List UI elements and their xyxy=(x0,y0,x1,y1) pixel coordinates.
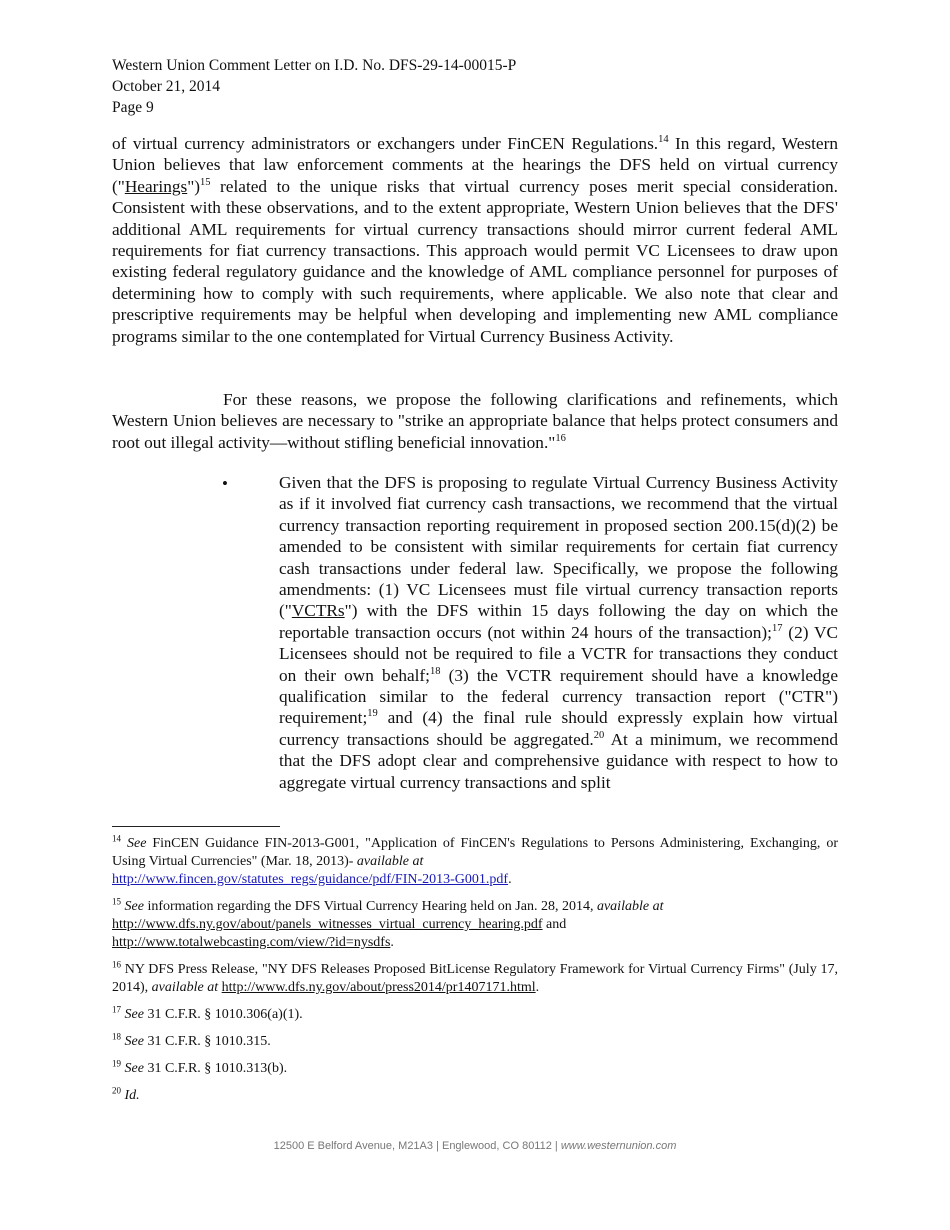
footnote-20 xyxy=(112,1087,838,1105)
available-at: available at xyxy=(596,899,664,914)
footnote-number: 17 xyxy=(112,1004,121,1015)
dfs-hearing-link[interactable]: http://www.dfs.ny.gov/about/panels_witnesses_virtual_currency_hearing.pdf xyxy=(112,917,543,932)
footnote-text: and xyxy=(542,917,567,932)
bullet-text xyxy=(279,472,838,793)
footnote-text: 31 C.F.R. § 1010.306(a)(1). xyxy=(143,1007,303,1022)
signal-see: See xyxy=(124,1007,144,1022)
bullet-icon: • xyxy=(222,474,228,493)
para1-text: In this regard, Western Union believes that law enforcement comments at the hearings the DFS held on virtual currency (" xyxy=(112,134,838,196)
footnote-ref-15[interactable]: 15 xyxy=(200,177,211,189)
footnote-text: 31 C.F.R. § 1010.315. xyxy=(143,1034,271,1049)
footnote-14 xyxy=(112,835,838,889)
footnote-ref-18[interactable]: 18 xyxy=(429,665,441,677)
footnote-number: 15 xyxy=(112,896,121,907)
para1-text: ") xyxy=(187,176,201,196)
para1-text: of virtual currency administrators or exchangers under FinCEN Regulations. xyxy=(112,134,659,153)
footnote-text: 31 C.F.R. § 1010.313(b). xyxy=(143,1061,288,1076)
footnote-punct: . xyxy=(508,872,512,887)
header-date: October 21, 2014 xyxy=(112,78,221,95)
footnote-ref-14[interactable]: 14 xyxy=(658,134,669,146)
footnote-number: 19 xyxy=(112,1058,121,1069)
footnote-text: NY DFS Press Release, "NY DFS Releases Proposed BitLicense Regulatory Framework for Virtual Currency Firms" (July 17, 2014), xyxy=(112,962,838,995)
footnote-number: 16 xyxy=(112,959,121,970)
footer-address: 12500 E Belford Avenue, M21A3 | Englewood, CO 80112 | xyxy=(273,1140,561,1152)
bullet-text-part: ") with the DFS within 15 days following the day on which the reportable transaction occurs (not within 24 hours of the transaction); xyxy=(279,601,838,642)
signal-id: Id. xyxy=(124,1088,140,1103)
footnote-ref-16[interactable]: 16 xyxy=(555,433,566,445)
footnote-16 xyxy=(112,961,838,997)
footnote-ref-20[interactable]: 20 xyxy=(593,730,605,742)
available-at: available at xyxy=(151,980,219,995)
bullet-text-part: and (4) the final rule should expressly explain how virtual currency transactions should be aggregated. xyxy=(279,708,838,749)
body-paragraph-2 xyxy=(112,389,838,453)
bullet-text-part: At a minimum, we recommend that the DFS adopt clear and comprehensive guidance with respect to how to aggregate virtual currency transactions and split xyxy=(279,729,838,792)
letter-header xyxy=(112,55,516,118)
header-page-number: Page 9 xyxy=(112,99,154,116)
footnote-18 xyxy=(112,1033,838,1051)
bullet-text-part: (2) VC Licensees should not be required to file a VCTR for transactions they conduct on their own behalf; xyxy=(279,622,838,685)
footnote-15 xyxy=(112,898,838,952)
body-paragraph-1 xyxy=(112,133,838,347)
footnote-number: 20 xyxy=(112,1085,121,1096)
press-release-link[interactable]: http://www.dfs.ny.gov/about/press2014/pr1407171.html xyxy=(221,980,536,995)
footnote-text: information regarding the DFS Virtual Currency Hearing held on Jan. 28, 2014, xyxy=(143,899,597,914)
page-footer xyxy=(0,1140,950,1152)
footnote-punct: . xyxy=(390,935,394,950)
para1-text: related to the unique risks that virtual currency poses merit special consideration. Consistent with these observations, and to the extent appropriate, Western Union believes that the DFS' additional AML requirements for virtual currency transactions should mirror current federal AML requirements for fiat currency transactions. This approach would permit VC Licensees to draw upon existing federal regulatory guidance and the knowledge of AML compliance personnel for purposes of determining how to comply with such requirements, where applicable. We also note that clear and prescriptive requirements may be helpful when developing and implementing new AML compliance programs similar to the one contemplated for Virtual Currency Business Activity. xyxy=(112,176,838,346)
signal-see: See xyxy=(126,836,147,851)
footnote-17 xyxy=(112,1006,838,1024)
footnote-separator xyxy=(112,826,280,827)
footnote-punct: . xyxy=(535,980,540,995)
header-title: Western Union Comment Letter on I.D. No. DFS-29-14-00015-P xyxy=(112,57,517,74)
webcast-link[interactable]: http://www.totalwebcasting.com/view/?id=nysdfs xyxy=(112,935,391,950)
footer-website[interactable]: www.westernunion.com xyxy=(560,1140,677,1152)
footnotes xyxy=(112,835,838,1114)
bullet-text-part: (3) the VCTR requirement should have a knowledge qualification similar to the federal currency transaction report ("CTR") requirement; xyxy=(279,665,838,728)
available-at: available at xyxy=(356,854,424,869)
defined-term-vctrs: VCTRs xyxy=(291,601,345,621)
footnote-text: FinCEN Guidance FIN-2013-G001, "Application of FinCEN's Regulations to Persons Administering, Exchanging, or Using Virtual Currencies" (Mar. 18, 2013)- xyxy=(112,836,839,869)
footnote-19 xyxy=(112,1060,838,1078)
signal-see: See xyxy=(124,1061,144,1076)
para2-text: For these reasons, we propose the following clarifications and refinements, which Western Union believes are necessary to "strike an appropriate balance that helps protect consumers and root out illegal activity—without stifling beneficial innovation." xyxy=(112,390,838,452)
bullet-text-part: Given that the DFS is proposing to regulate Virtual Currency Business Activity as if it involved fiat currency cash transactions, we recommend that the virtual currency transaction reporting requirement in proposed section 200.15(d)(2) be amended to be consistent with similar requirements for certain fiat currency cash transactions under federal law. Specifically, we propose the following amendments: (1) VC Licensees must file virtual currency transaction reports (" xyxy=(279,473,838,621)
signal-see: See xyxy=(124,899,144,914)
defined-term-hearings: Hearings xyxy=(124,176,188,196)
fincen-guidance-link[interactable]: http://www.fincen.gov/statutes_regs/guidance/pdf/FIN-2013-G001.pdf xyxy=(112,872,509,887)
signal-see: See xyxy=(124,1034,144,1049)
footnote-number: 18 xyxy=(112,1031,121,1042)
footnote-ref-17[interactable]: 17 xyxy=(771,623,783,635)
footnote-ref-19[interactable]: 19 xyxy=(367,708,378,720)
footnote-number: 14 xyxy=(112,833,121,844)
